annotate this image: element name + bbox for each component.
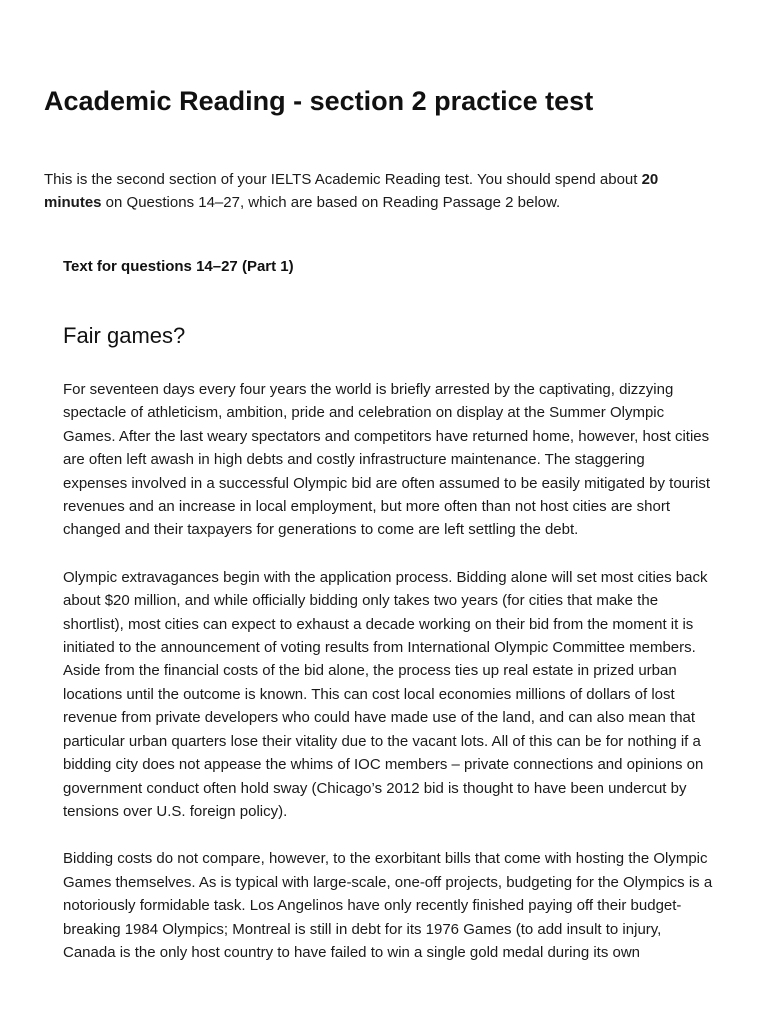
passage-paragraph-2: Olympic extravagances begin with the application process. Bidding alone will set most cities back about $20 million, and while officially bidding only takes two years (for cities that make the shortlist), most cities can expect to exhaust a decade working on their bid from the moment it is initiated to the announcement of voting results from International Olympic Committee members. Aside from the financial costs of the bid alone, the process ties up real estate in prized urban locations until the outcome is known. This can cost local economies millions of dollars of lost revenue from private developers who could have made use of the land, and can also mean that particular urban quarters lose their vitality due to the vacant lots. All of this can be for nothing if a bidding city does not appease the whims of IOC members – private connections and opinions on government conduct often hold sway (Chicago’s 2012 bid is thought to have been undercut by tensions over U.S. foreign policy). — [63, 568, 708, 820]
intro-paragraph — [44, 168, 704, 214]
section-label: Text for questions 14–27 (Part 1) — [63, 258, 294, 275]
passage-paragraph-1: For seventeen days every four years the world is briefly arrested by the captivating, dizzying spectacle of athleticism, ambition, pride and celebration on display at the Summer Olympic Games. After the last weary spectators and competitors have returned home, however, host cities are often left awash in high debts and costly infrastructure maintenance. The staggering expenses involved in a successful Olympic bid are often assumed to be easily mitigated by tourist revenues and an increase in local employment, but more often than not host cities are short changed and their taxpayers for generations to come are left settling the debt. — [63, 381, 710, 539]
passage-body — [63, 378, 713, 988]
intro-time-emphasis: 20 minutes — [44, 171, 659, 211]
passage-title: Fair games? — [63, 323, 186, 348]
passage-paragraph-3: Bidding costs do not compare, however, to the exorbitant bills that come with hosting the Olympic Games themselves. As is typical with large-scale, one-off projects, budgeting for the Olympics is a notoriously formidable task. Los Angelinos have only recently finished paying off their budget-breaking 1984 Olympics; Montreal is still in debt for its 1976 Games (to add insult to injury, Canada is the only host country to have failed to win a single gold medal during its own — [63, 850, 713, 961]
intro-text-after: on Questions 14–27, which are based on Reading Passage 2 below. — [101, 194, 561, 211]
intro-text-before: This is the second section of your IELTS Academic Reading test. You should spend about — [44, 171, 642, 188]
page-title: Academic Reading - section 2 practice test — [44, 86, 594, 116]
reading-section — [63, 256, 713, 961]
